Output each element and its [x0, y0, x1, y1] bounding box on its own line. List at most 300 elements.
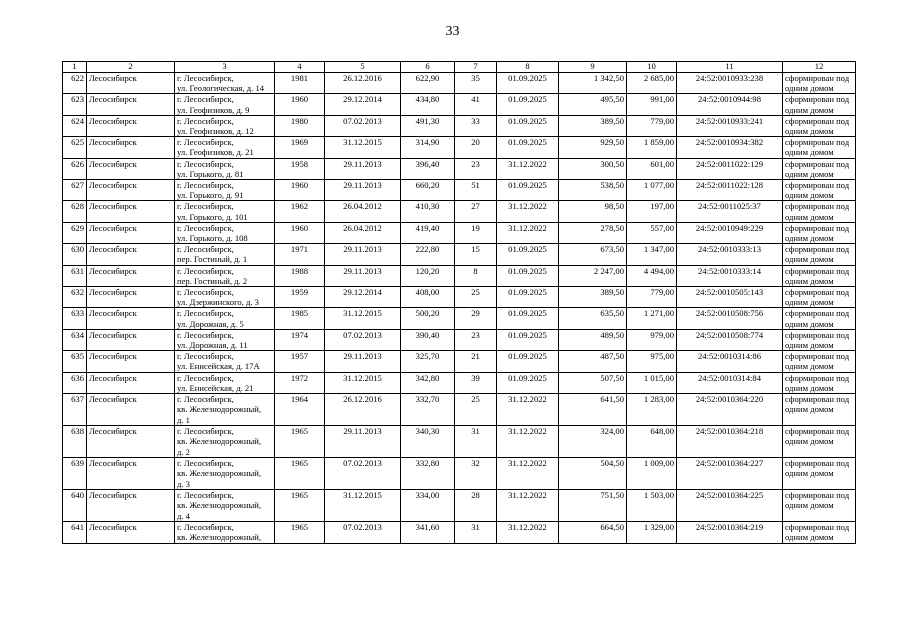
count-cell-line: 25: [471, 394, 480, 405]
cadastral-cell: [677, 244, 783, 265]
status-cell-line: сформирован под: [785, 458, 850, 469]
cadastral-cell: [677, 180, 783, 201]
area-cell-line: 396,40: [415, 158, 440, 169]
deadline-cell-line: 31.12.2022: [508, 158, 547, 169]
cadastral-cell-line: 24:52:0010934:382: [695, 137, 764, 148]
deadline-cell-line: 31.12.2022: [508, 201, 547, 212]
value-cell: [627, 137, 677, 158]
address-cell-line: г. Лесосибирск,: [177, 490, 234, 501]
cadastral-cell-line: 24:52:0011022:129: [696, 158, 763, 169]
value-cell-line: 673,50: [600, 244, 624, 255]
count-cell: [455, 372, 497, 393]
table-row: [63, 158, 856, 179]
year-cell-line: 1985: [290, 308, 309, 319]
address-cell: [175, 94, 275, 115]
date-cell-line: 29.12.2014: [343, 94, 382, 105]
address-cell-line: г. Лесосибирск,: [177, 201, 234, 212]
value-cell: [559, 244, 627, 265]
year-cell-line: 1965: [290, 522, 309, 533]
status-cell-line: сформирован под: [785, 351, 850, 362]
value-cell: [559, 137, 627, 158]
count-cell-line: 25: [471, 287, 480, 298]
date-cell-line: 26.12.2016: [343, 73, 382, 83]
address-cell-line: ул. Геофизиков, д. 9: [177, 104, 250, 115]
status-cell-line: одним домом: [785, 83, 834, 94]
count-cell: [455, 158, 497, 179]
deadline-cell-line: 31.12.2022: [508, 222, 547, 233]
count-cell-line: 31: [471, 522, 480, 533]
value-cell: [627, 426, 677, 458]
value-cell: [627, 201, 677, 222]
date-cell: [325, 394, 401, 426]
column-header-10: 10: [627, 62, 677, 73]
row-number-line: 638: [71, 426, 84, 437]
date-cell-line: 26.04.2012: [343, 201, 382, 212]
deadline-cell: [497, 94, 559, 115]
address-cell-line: ул. Горького, д. 81: [177, 168, 244, 179]
year-cell-line: 1958: [290, 158, 309, 169]
value-cell: [627, 265, 677, 286]
count-cell-line: 15: [471, 244, 480, 255]
year-cell: [275, 458, 325, 490]
row-number-line: 640: [71, 490, 84, 501]
cadastral-cell: [677, 394, 783, 426]
value-cell: [627, 73, 677, 94]
city-cell: [87, 329, 175, 350]
housing-table: [62, 61, 856, 544]
row-number: [63, 426, 87, 458]
column-header-5: 5: [325, 62, 401, 73]
cadastral-cell: [677, 490, 783, 522]
status-cell: [783, 351, 856, 372]
value-cell-line: 648,00: [650, 426, 674, 437]
value-cell: [627, 222, 677, 243]
row-number-line: 624: [71, 115, 84, 126]
area-cell: [401, 287, 455, 308]
count-cell: [455, 329, 497, 350]
value-cell-line: 278,50: [600, 222, 624, 233]
cadastral-cell: [677, 94, 783, 115]
value-cell-line: 389,50: [600, 115, 624, 126]
value-cell-line: 601,00: [650, 158, 674, 169]
row-number: [63, 158, 87, 179]
deadline-cell: [497, 308, 559, 329]
deadline-cell: [497, 222, 559, 243]
table-row: [63, 115, 856, 136]
date-cell: [325, 458, 401, 490]
row-number: [63, 115, 87, 136]
count-cell: [455, 308, 497, 329]
count-cell-line: 21: [471, 351, 480, 362]
city-cell-line: Лесосибирск: [89, 222, 137, 233]
date-cell-line: 29.11.2013: [343, 351, 382, 362]
area-cell-line: 410,30: [415, 201, 440, 212]
count-cell: [455, 73, 497, 94]
date-cell: [325, 244, 401, 265]
cadastral-cell: [677, 73, 783, 94]
area-cell: [401, 394, 455, 426]
value-cell-line: 98,50: [604, 201, 624, 212]
value-cell-line: 1 859,00: [643, 137, 674, 148]
status-cell: [783, 222, 856, 243]
deadline-cell-line: 01.09.2025: [508, 351, 547, 362]
count-cell-line: 32: [471, 458, 480, 469]
address-cell-line: кв. Железнодорожный,: [177, 468, 261, 479]
address-cell: [175, 394, 275, 426]
status-cell-line: сформирован под: [785, 426, 850, 437]
area-cell: [401, 73, 455, 94]
date-cell: [325, 201, 401, 222]
column-header-3: 3: [175, 62, 275, 73]
city-cell-line: Лесосибирск: [89, 522, 137, 533]
row-number-line: 637: [71, 394, 84, 405]
deadline-cell-line: 31.12.2022: [508, 522, 547, 533]
value-cell: [627, 158, 677, 179]
address-cell-line: ул. Горького, д. 91: [177, 190, 244, 201]
area-cell-line: 342,80: [415, 372, 440, 383]
year-cell-line: 1960: [290, 180, 309, 191]
address-cell-line: ул. Енисейская, д. 17А: [177, 361, 260, 372]
address-cell-line: г. Лесосибирск,: [177, 522, 234, 533]
row-number-line: 627: [71, 180, 84, 191]
column-header-8: 8: [497, 62, 559, 73]
address-cell-line: г. Лесосибирск,: [177, 265, 234, 276]
status-cell-line: сформирован под: [785, 94, 850, 105]
area-cell-line: 332,80: [415, 458, 440, 469]
city-cell: [87, 522, 175, 543]
date-cell: [325, 522, 401, 543]
value-cell: [627, 458, 677, 490]
status-cell-line: сформирован под: [785, 137, 850, 148]
cadastral-cell-line: 24:52:0010364:225: [695, 490, 764, 501]
table-row: [63, 394, 856, 426]
status-cell-line: одним домом: [785, 318, 834, 329]
city-cell-line: Лесосибирск: [89, 137, 137, 148]
value-cell: [627, 94, 677, 115]
city-cell-line: Лесосибирск: [89, 458, 137, 469]
row-number: [63, 372, 87, 393]
row-number-line: 625: [71, 137, 84, 148]
year-cell: [275, 115, 325, 136]
cadastral-cell-line: 24:52:0011025:37: [698, 201, 761, 212]
city-cell: [87, 137, 175, 158]
deadline-cell-line: 31.12.2022: [508, 458, 547, 469]
area-cell-line: 491,30: [415, 115, 440, 126]
city-cell: [87, 115, 175, 136]
address-cell-line: г. Лесосибирск,: [177, 351, 234, 362]
deadline-cell: [497, 137, 559, 158]
status-cell-line: одним домом: [785, 254, 834, 265]
area-cell-line: 341,60: [415, 522, 440, 533]
row-number-line: 632: [71, 287, 84, 298]
table-row: [63, 522, 856, 543]
value-cell: [627, 372, 677, 393]
address-cell: [175, 73, 275, 94]
date-cell: [325, 308, 401, 329]
count-cell: [455, 222, 497, 243]
deadline-cell-line: 01.09.2025: [508, 94, 547, 105]
column-header-11: 11: [677, 62, 783, 73]
count-cell-line: 28: [471, 490, 480, 501]
column-header-2: 2: [87, 62, 175, 73]
value-cell-line: 929,50: [600, 137, 624, 148]
deadline-cell-line: 01.09.2025: [508, 329, 547, 340]
deadline-cell: [497, 158, 559, 179]
city-cell-line: Лесосибирск: [89, 201, 137, 212]
deadline-cell: [497, 287, 559, 308]
address-cell-line: г. Лесосибирск,: [177, 458, 234, 469]
date-cell-line: 07.02.2013: [343, 458, 382, 469]
area-cell: [401, 308, 455, 329]
value-cell-line: 1 271,00: [643, 308, 674, 319]
city-cell: [87, 222, 175, 243]
value-cell-line: 1 342,50: [593, 73, 624, 83]
cadastral-cell-line: 24:52:0010364:220: [695, 394, 764, 405]
area-cell-line: 434,80: [415, 94, 440, 105]
column-header-6: 6: [401, 62, 455, 73]
address-cell: [175, 351, 275, 372]
status-cell: [783, 426, 856, 458]
status-cell-line: одним домом: [785, 500, 834, 511]
city-cell-line: Лесосибирск: [89, 308, 137, 319]
address-cell-line: ул. Горького, д. 108: [177, 233, 248, 244]
cadastral-cell-line: 24:52:0010505:143: [695, 287, 764, 298]
date-cell: [325, 351, 401, 372]
value-cell: [559, 287, 627, 308]
status-cell-line: сформирован под: [785, 222, 850, 233]
year-cell: [275, 265, 325, 286]
deadline-cell-line: 01.09.2025: [508, 308, 547, 319]
row-number-line: 639: [71, 458, 84, 469]
value-cell-line: 389,50: [600, 287, 624, 298]
area-cell: [401, 426, 455, 458]
year-cell-line: 1988: [290, 265, 309, 276]
row-number: [63, 394, 87, 426]
address-cell-line: кв. Железнодорожный,: [177, 404, 261, 415]
address-cell-line: ул. Дзержинского, д. 3: [177, 297, 259, 308]
status-cell-line: одним домом: [785, 436, 834, 447]
area-cell-line: 390,40: [415, 329, 440, 340]
city-cell: [87, 287, 175, 308]
status-cell: [783, 308, 856, 329]
city-cell: [87, 394, 175, 426]
value-cell-line: 1 077,00: [643, 180, 674, 191]
area-cell: [401, 115, 455, 136]
count-cell: [455, 522, 497, 543]
city-cell-line: Лесосибирск: [89, 372, 137, 383]
cadastral-cell: [677, 458, 783, 490]
deadline-cell-line: 01.09.2025: [508, 244, 547, 255]
city-cell: [87, 265, 175, 286]
value-cell-line: 1 329,00: [643, 522, 674, 533]
address-cell: [175, 426, 275, 458]
row-number: [63, 265, 87, 286]
city-cell-line: Лесосибирск: [89, 180, 137, 191]
value-cell: [627, 308, 677, 329]
deadline-cell: [497, 73, 559, 94]
year-cell: [275, 180, 325, 201]
city-cell-line: Лесосибирск: [89, 94, 137, 105]
status-cell-line: сформирован под: [785, 394, 850, 405]
column-header-1: 1: [63, 62, 87, 73]
area-cell-line: 419,40: [415, 222, 440, 233]
count-cell-line: 20: [471, 137, 480, 148]
address-cell-line: ул. Геофизиков, д. 12: [177, 126, 254, 137]
date-cell: [325, 265, 401, 286]
year-cell-line: 1965: [290, 490, 309, 501]
year-cell: [275, 137, 325, 158]
address-cell-line: кв. Железнодорожный,: [177, 436, 261, 447]
deadline-cell: [497, 201, 559, 222]
row-number-line: 629: [71, 222, 84, 233]
row-number: [63, 94, 87, 115]
address-cell: [175, 490, 275, 522]
address-cell: [175, 265, 275, 286]
year-cell: [275, 372, 325, 393]
year-cell: [275, 308, 325, 329]
cadastral-cell: [677, 372, 783, 393]
cadastral-cell: [677, 115, 783, 136]
area-cell-line: 660,20: [415, 180, 440, 191]
value-cell-line: 495,50: [600, 94, 624, 105]
area-cell: [401, 222, 455, 243]
deadline-cell-line: 01.09.2025: [508, 287, 547, 298]
status-cell-line: сформирован под: [785, 372, 850, 383]
status-cell-line: одним домом: [785, 147, 834, 158]
date-cell: [325, 490, 401, 522]
address-cell-line: кв. Железнодорожный,: [177, 532, 261, 543]
status-cell: [783, 244, 856, 265]
value-cell-line: 991,00: [650, 94, 674, 105]
row-number: [63, 137, 87, 158]
cadastral-cell-line: 24:52:0011022:128: [696, 180, 763, 191]
row-number: [63, 73, 87, 94]
address-cell: [175, 244, 275, 265]
cadastral-cell-line: 24:52:0010508:774: [695, 329, 764, 340]
count-cell-line: 23: [471, 329, 480, 340]
city-cell: [87, 73, 175, 94]
cadastral-cell-line: 24:52:0010933:241: [695, 115, 764, 126]
date-cell: [325, 329, 401, 350]
deadline-cell: [497, 458, 559, 490]
area-cell: [401, 458, 455, 490]
table-row: [63, 426, 856, 458]
count-cell: [455, 115, 497, 136]
address-cell-line: ул. Дорожная, д. 5: [177, 318, 244, 329]
cadastral-cell: [677, 308, 783, 329]
row-number: [63, 180, 87, 201]
value-cell-line: 2 685,00: [643, 73, 674, 83]
status-cell-line: сформирован под: [785, 180, 850, 191]
table-row: [63, 137, 856, 158]
value-cell: [559, 372, 627, 393]
year-cell: [275, 394, 325, 426]
date-cell: [325, 222, 401, 243]
city-cell: [87, 158, 175, 179]
value-cell: [627, 287, 677, 308]
value-cell-line: 635,50: [600, 308, 624, 319]
value-cell: [627, 394, 677, 426]
year-cell-line: 1981: [290, 73, 309, 83]
count-cell-line: 31: [471, 426, 480, 437]
address-cell-line: г. Лесосибирск,: [177, 372, 234, 383]
count-cell: [455, 458, 497, 490]
count-cell: [455, 287, 497, 308]
address-cell: [175, 201, 275, 222]
date-cell: [325, 372, 401, 393]
date-cell: [325, 180, 401, 201]
status-cell-line: сформирован под: [785, 308, 850, 319]
status-cell: [783, 201, 856, 222]
count-cell-line: 27: [471, 201, 480, 212]
area-cell: [401, 522, 455, 543]
cadastral-cell: [677, 201, 783, 222]
year-cell-line: 1960: [290, 222, 309, 233]
row-number: [63, 201, 87, 222]
date-cell-line: 29.12.2014: [343, 287, 382, 298]
deadline-cell-line: 01.09.2025: [508, 372, 547, 383]
year-cell: [275, 201, 325, 222]
value-cell-line: 487,50: [600, 351, 624, 362]
area-cell-line: 334,00: [415, 490, 440, 501]
value-cell-line: 1 009,00: [643, 458, 674, 469]
value-cell: [559, 115, 627, 136]
date-cell-line: 31.12.2015: [343, 137, 382, 148]
cadastral-cell-line: 24:52:0010364:218: [695, 426, 764, 437]
status-cell: [783, 73, 856, 94]
table-row: [63, 94, 856, 115]
city-cell: [87, 372, 175, 393]
area-cell: [401, 158, 455, 179]
date-cell-line: 29.11.2013: [343, 180, 382, 191]
address-cell-line: ул. Геофизиков, д. 21: [177, 147, 254, 158]
year-cell: [275, 329, 325, 350]
value-cell: [559, 490, 627, 522]
page-number: 33: [445, 24, 460, 39]
date-cell-line: 07.02.2013: [343, 522, 382, 533]
address-cell-line: г. Лесосибирск,: [177, 426, 234, 437]
row-number-line: 635: [71, 351, 84, 362]
address-cell-line: кв. Железнодорожный,: [177, 500, 261, 511]
value-cell: [559, 265, 627, 286]
value-cell-line: 751,50: [600, 490, 624, 501]
address-cell: [175, 458, 275, 490]
value-cell-line: 979,00: [650, 329, 674, 340]
area-cell-line: 332,70: [415, 394, 440, 405]
area-cell: [401, 372, 455, 393]
address-cell-line: д. 3: [177, 478, 190, 489]
value-cell-line: 1 503,00: [643, 490, 674, 501]
address-cell: [175, 308, 275, 329]
row-number: [63, 222, 87, 243]
row-number: [63, 287, 87, 308]
area-cell-line: 222,80: [415, 244, 440, 255]
city-cell-line: Лесосибирск: [89, 244, 137, 255]
count-cell-line: 33: [471, 115, 480, 126]
date-cell-line: 07.02.2013: [343, 115, 382, 126]
area-cell-line: 120,20: [415, 265, 440, 276]
area-cell: [401, 351, 455, 372]
year-cell-line: 1960: [290, 94, 309, 105]
count-cell: [455, 244, 497, 265]
status-cell: [783, 522, 856, 543]
area-cell: [401, 137, 455, 158]
table-row: [63, 351, 856, 372]
row-number: [63, 351, 87, 372]
address-cell-line: г. Лесосибирск,: [177, 137, 234, 148]
address-cell: [175, 180, 275, 201]
status-cell: [783, 137, 856, 158]
